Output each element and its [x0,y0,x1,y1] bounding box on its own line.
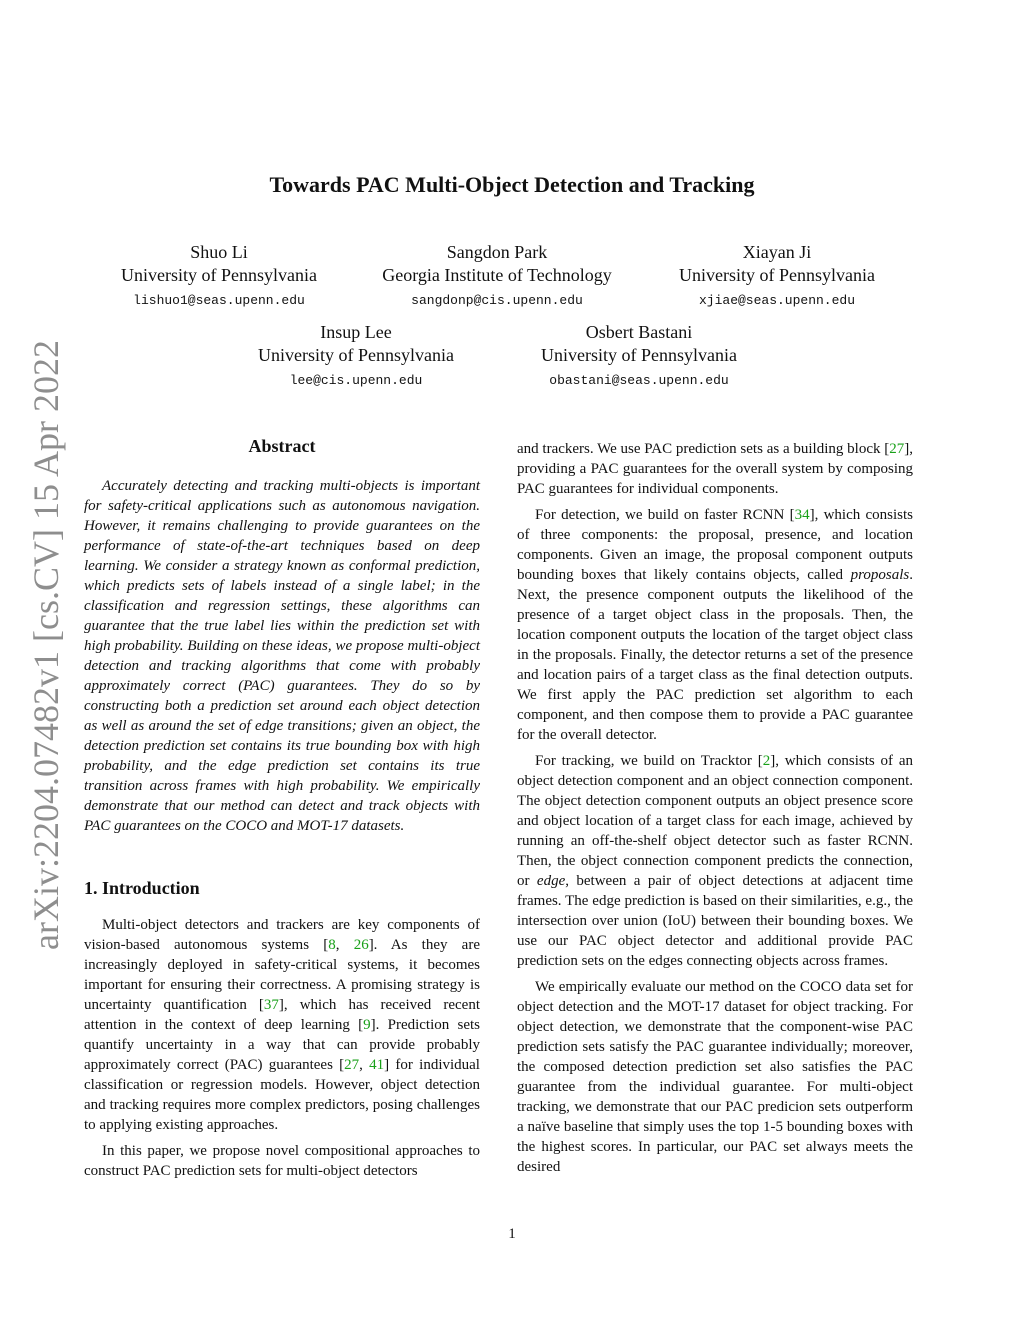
citation-link[interactable]: 9 [363,1017,371,1033]
author-name: Shuo Li [190,242,248,262]
citation-link[interactable]: 2 [762,753,771,769]
intro-paragraph: Multi-object detectors and trackers are key components of vision-based autonomous systems [8, 26]. As they are increasingly deployed in safety-critical systems, it becomes important for ensuring their correctness. A promising strategy is uncertainty quantification [37], which has received recent attention in the context of deep learning [9]. Prediction sets quantify uncertainty in a way that can provide probably approximately correct (PAC) guarantees [27, 41] for individual classification or regression models. However, object detection and tracking requires more complex predictors, posing challenges to applying existing approaches. [84,917,480,1133]
citation-link[interactable]: 27 [889,441,905,457]
author-block [206,321,506,388]
author-name: Insup Lee [320,322,392,342]
abstract-heading: Abstract [248,436,316,456]
author-block [347,241,647,308]
left-column [84,436,480,1181]
author-name: Sangdon Park [446,242,548,262]
citation-link[interactable]: 26 [353,937,369,953]
abstract-text: Accurately detecting and tracking multi-objects is important for safety-critical applications such as autonomous navigation. However, it remains challenging to provide guarantees on the performance of state-of-the-art techniques based on deep learning. We consider a strategy known as conformal prediction, which predicts sets of labels instead of a single label; in the classification and regression settings, these algorithms can guarantee that the true label lies within the prediction set with high probability. Building on these ideas, we propose multi-object detection and tracking algorithms that come with probably approximately correct (PAC) guarantees. They do so by constructing both a prediction set around each object detection as well as around the set of edge transitions; given an object, the detection prediction set contains its true bounding box with high probability, and the edge prediction set contains its true transition across frames with high probability. We empirically demonstrate that our method can detect and track objects with PAC guarantees on the COCO and MOT-17 datasets. [84,478,480,834]
body-paragraph: We empirically evaluate our method on the COCO data set for object detection and the MOT-17 dataset for object tracking. For object detection, we demonstrate that the component-wise PAC prediction sets satisfy the PAC guarantee individually; moreover, the composed detection prediction set also satisfies the PAC guarantee from the individual guarantee. For multi-object tracking, we demonstrate that our PAC predicion sets outperform a naïve baseline that simply uses the top 1-5 bounding boxes with the highest scores. In particular, our PAC set always meets the desired [517,979,913,1175]
intro-paragraph: In this paper, we propose novel compositional approaches to construct PAC prediction sets for multi-object detectors [84,1143,480,1179]
author-block [489,321,789,388]
author-block [69,241,369,308]
section-heading-introduction: 1. Introduction [84,878,200,898]
body-paragraph: For detection, we build on faster RCNN [34], which consists of three components: the proposal, presence, and location components. Given an image, the proposal component outputs bounding boxes that likely contains objects, called proposals. Next, the presence component outputs the likelihood of the presence of a target object class in the proposals. Then, the location component outputs the location of the target object class in the proposals. Finally, the detector returns a set of the presence and location pairs of a target class as the final detection outputs. We first apply the PAC prediction set algorithm to each component, and then compose them to provide a PAC guarantee for the overall detector. [517,507,913,743]
citation-link[interactable]: 37 [263,997,279,1013]
author-affiliation: University of Pennsylvania [541,345,737,365]
author-email: obastani@seas.upenn.edu [549,373,729,388]
author-affiliation: University of Pennsylvania [258,345,454,365]
author-email: sangdonp@cis.upenn.edu [411,293,583,308]
right-column [517,439,913,1177]
author-name: Osbert Bastani [585,322,693,342]
arxiv-identifier-stamp [26,340,67,950]
citation-link[interactable]: 41 [369,1057,385,1073]
author-email: xjiae@seas.upenn.edu [698,293,856,308]
citation-link[interactable]: 34 [794,507,810,523]
author-email: lee@cis.upenn.edu [289,373,423,388]
citation-link[interactable]: 27 [344,1057,360,1073]
citation-link[interactable]: 8 [328,937,336,953]
paper-title: Towards PAC Multi-Object Detection and Tracking [269,172,755,197]
author-email: lishuo1@seas.upenn.edu [133,293,305,308]
page-number: 1 [508,1226,516,1242]
body-paragraph: For tracking, we build on Tracktor [2], which consists of an object detection component and an object connection component. The object detection component outputs an object presence score and object location of a target class for each image, achieved by running an off-the-shelf object detector such as faster RCNN. Then, the object connection component predicts the connection, or edge, between a pair of object detections at adjacent time frames. The edge prediction is based on their similarities, e.g., the intersection over union (IoU) between their bounding boxes. We use our PAC object detector and additional provide PAC prediction sets on the edges connecting objects across frames. [517,753,913,969]
author-block [627,241,927,308]
author-affiliation: Georgia Institute of Technology [382,265,612,285]
arxiv-identifier-text: arXiv:2204.07482v1 [cs.CV] 15 Apr 2022 [26,340,67,950]
body-paragraph: and trackers. We use PAC prediction sets as a building block [27], providing a PAC guarantees for the overall system by composing PAC guarantees for individual components. [517,441,913,497]
author-affiliation: University of Pennsylvania [679,265,875,285]
author-name: Xiayan Ji [742,242,812,262]
author-affiliation: University of Pennsylvania [121,265,317,285]
